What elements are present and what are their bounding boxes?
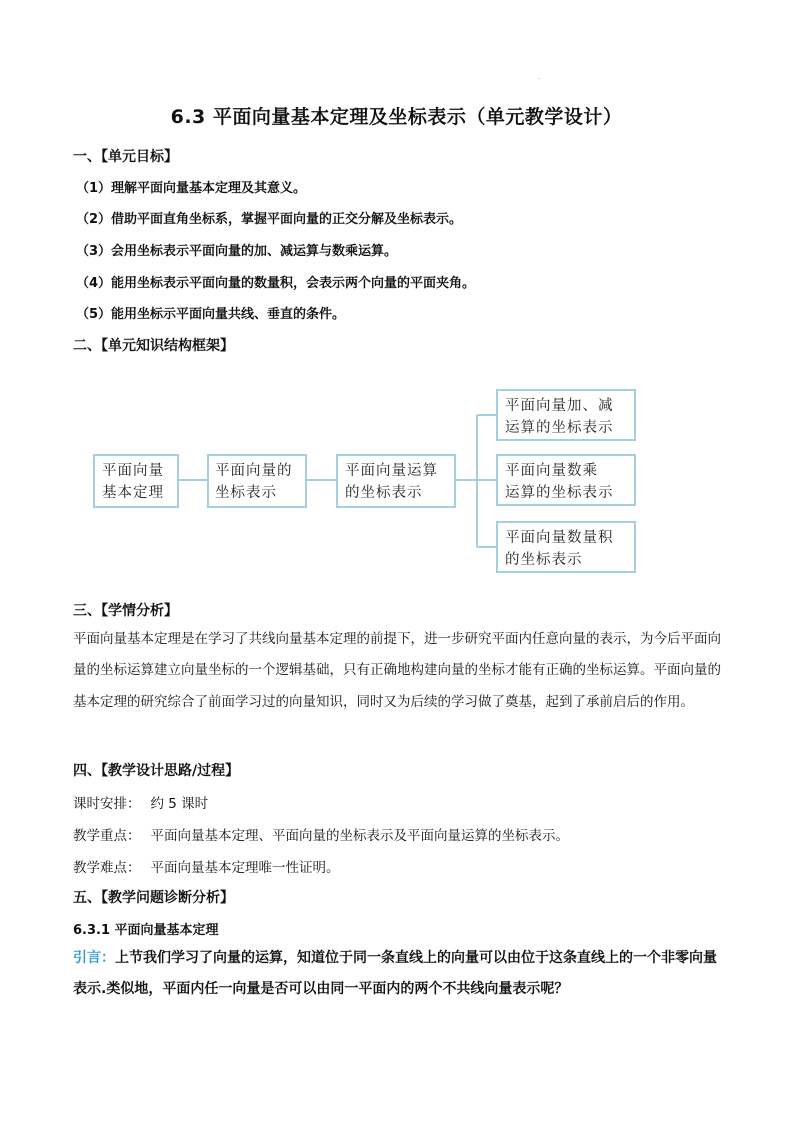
difficulty-value: 平面向量基本定理唯一性证明。: [150, 860, 340, 876]
goal-item: （1）理解平面向量基本定理及其意义。: [76, 181, 307, 196]
key-point-value: 平面向量基本定理、平面向量的坐标表示及平面向量运算的坐标表示。: [150, 828, 569, 844]
box-text: 平面向量: [102, 463, 164, 479]
schedule-line: [73, 792, 208, 812]
difficulty-label: 教学难点：: [73, 860, 141, 876]
section4-heading: 四、【教学设计思路/过程】: [73, 763, 240, 779]
box-text: 坐标表示: [215, 485, 277, 501]
schedule-label: 课时安排：: [73, 796, 141, 812]
box-text: 基本定理: [102, 485, 164, 501]
key-point-line: [73, 824, 569, 844]
top-mark: .: [538, 72, 541, 81]
box-text: 的坐标表示: [345, 485, 423, 501]
key-point-label: 教学重点：: [73, 828, 141, 844]
box-text: 平面向量加、减: [505, 398, 614, 414]
section1-heading: 一、【单元目标】: [73, 149, 178, 165]
subsection-heading: 6.3.1 平面向量基本定理: [73, 923, 219, 938]
difficulty-line: [73, 856, 340, 876]
schedule-value: 约 5 课时: [150, 796, 209, 812]
section3-heading: 三、【学情分析】: [73, 603, 178, 619]
learning-analysis-paragraph: 平面向量基本定理是在学习了共线向量基本定理的前提下，进一步研究平面内任意向量的表示，为今后平面向量的坐标运算建立向量坐标的一个逻辑基础，只有正确地构建向量的坐标才能有正确的坐标运算。平面向量的基本定理的研究综合了前面学习过的向量知识，同时又为后续的学习做了奠基，起到了承前启后的作用。: [73, 631, 721, 710]
intro-text: 上节我们学习了向量的运算，知道位于同一条直线上的向量可以由位于这条直线上的一个非零向量表示.类似地，平面内任一向量是否可以由同一平面内的两个不共线向量表示呢？: [73, 950, 717, 997]
box-text: 运算的坐标表示: [505, 420, 614, 436]
goal-item: （4）能用坐标表示平面向量的数量积，会表示两个向量的平面夹角。: [76, 276, 476, 291]
section2-heading: 二、【单元知识结构框架】: [73, 338, 234, 354]
goal-item: （3）会用坐标表示平面向量的加、减运算与数乘运算。: [76, 244, 398, 259]
box-text: 平面向量数量积: [505, 530, 614, 546]
box-text: 平面向量数乘: [505, 463, 598, 479]
box-text: 的坐标表示: [505, 552, 583, 568]
box-text: 平面向量的: [215, 463, 293, 479]
section5-heading: 五、【教学问题诊断分析】: [73, 890, 234, 906]
intro-paragraph: [73, 943, 723, 1005]
box-text: 运算的坐标表示: [505, 485, 614, 501]
box-text: 平面向量运算: [345, 463, 438, 479]
document-title: 6.3 平面向量基本定理及坐标表示（单元教学设计）: [170, 106, 623, 128]
goal-item: （5）能用坐标示平面向量共线、垂直的条件。: [76, 307, 346, 322]
intro-label: 引言：: [73, 950, 115, 966]
goal-item: （2）借助平面直角坐标系，掌握平面向量的正交分解及坐标表示。: [76, 212, 463, 227]
